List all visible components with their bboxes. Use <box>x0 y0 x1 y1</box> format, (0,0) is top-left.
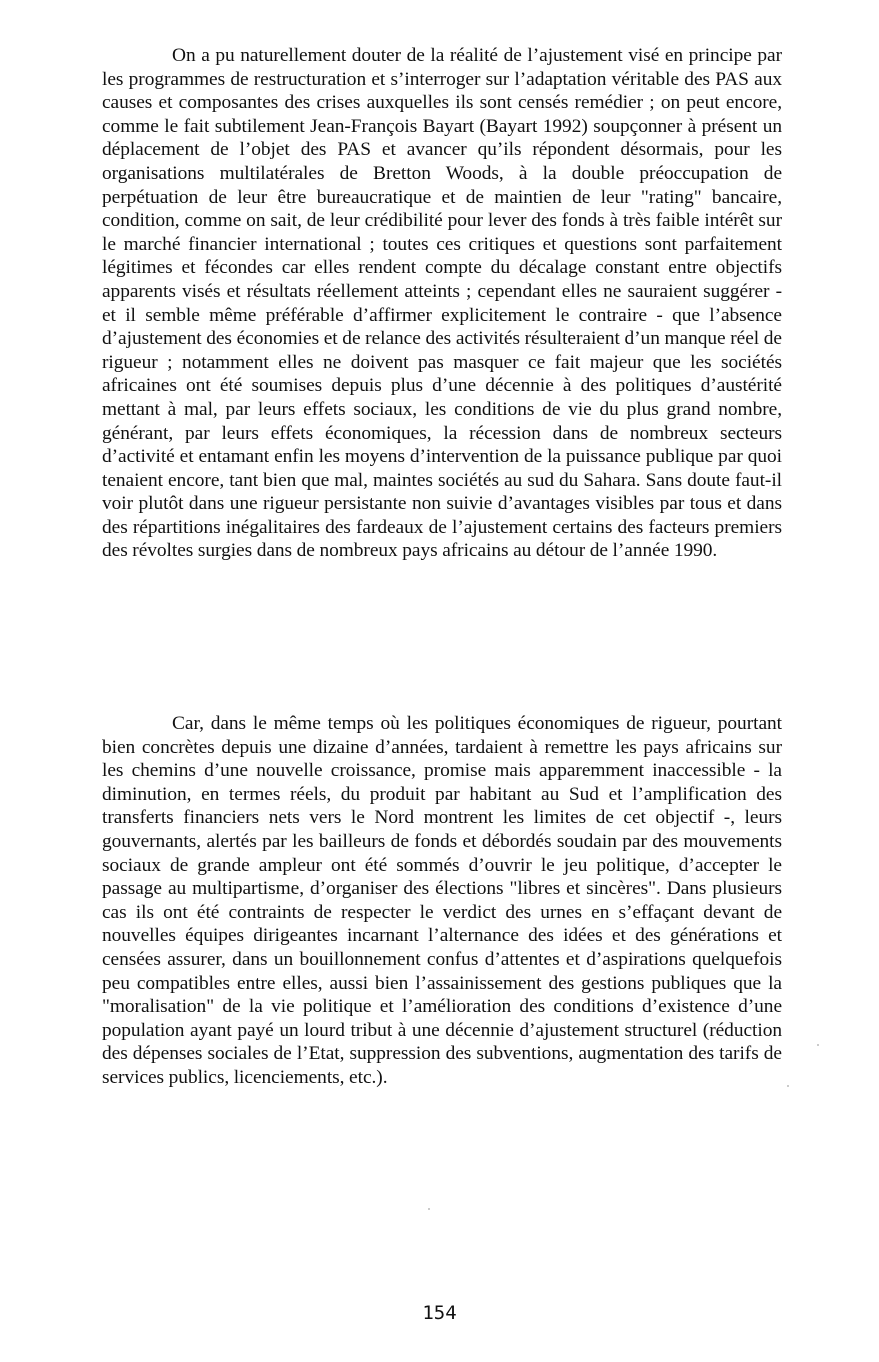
body-text-block <box>102 44 782 563</box>
scan-speck <box>428 1208 430 1210</box>
paragraph-2: Car, dans le même temps où les politiques économiques de rigueur, pourtant bien concrètes depuis une dizaine d’années, tardaient à remettre les pays africains sur les chemins d’une nouvelle croissance, promise mais apparemment inaccessible - la diminution, en termes réels, du produit par habitant au Sud et l’amplification des transferts financiers nets vers le Nord montrent les limites de cet objectif -, leurs gouvernants, alertés par les bailleurs de fonds et débordés soudain par des mouvements sociaux de grande ampleur ont été sommés d’ouvrir le jeu politique, d’accepter le passage au multipartisme, d’organiser des élections "libres et sincères". Dans plusieurs cas ils ont été contraints de respecter le verdict des urnes en s’effaçant devant de nouvelles équipes dirigeantes incarnant l’alternance des idées et des générations et censées assurer, dans un bouillonnement confus d’attentes et d’aspirations quelquefois peu compatibles entre elles, aussi bien l’assainissement des gestions publiques que la "moralisation" de la vie politique et l’amélioration des conditions d’existence d’une population ayant payé un lourd tribut à une décennie d’ajustement structurel (réduction des dépenses sociales de l’Etat, suppression des subventions, augmentation des tarifs de services publics, licenciements, etc.). <box>102 713 782 1088</box>
body-text-block <box>102 712 782 1090</box>
scan-speck <box>787 1085 789 1087</box>
scan-speck <box>817 1044 819 1046</box>
paragraph-1: On a pu naturellement douter de la réalité de l’ajustement visé en principe par les programmes de restructuration et s’interroger sur l’adaptation véritable des PAS aux causes et composantes des crises auxquelles ils sont censés remédier ; on peut encore, comme le fait subtilement Jean-François Bayart (Bayart 1992) soupçonner à présent un déplacement de l’objet des PAS et avancer qu’ils répondent désormais, pour les organisations multilatérales de Bretton Woods, à la double préoccupation de perpétuation de leur être bureaucratique et de maintien de leur "rating" bancaire, condition, comme on sait, de leur crédibilité pour lever des fonds à très faible intérêt sur le marché financier international ; toutes ces critiques et questions sont parfaitement légitimes et fécondes car elles rendent compte du décalage constant entre objectifs apparents visés et résultats réellement atteints ; cependant elles ne sauraient suggérer - et il semble même préférable d’affirmer explicitement le contraire - que l’absence d’ajustement des économies et de relance des activités résulteraient d’un manque réel de rigueur ; notamment elles ne doivent pas masquer ce fait majeur que les sociétés africaines ont été soumises depuis plus d’une décennie à des politiques d’austérité mettant à mal, par leurs effets sociaux, les conditions de vie du plus grand nombre, générant, par leurs effets économiques, la récession dans de nombreux secteurs d’activité et entamant enfin les moyens d’intervention de la puissance publique par quoi tenaient encore, tant bien que mal, maintes sociétés au sud du Sahara. Sans doute faut-il voir plutôt dans une rigueur persistante non suivie d’avantages visibles par tous et dans des répartitions inégalitaires des fardeaux de l’ajustement certains des facteurs premiers des révoltes surgies dans de nombreux pays africains au détour de l’année 1990. <box>102 45 782 562</box>
page-number: 154 <box>422 1302 457 1324</box>
